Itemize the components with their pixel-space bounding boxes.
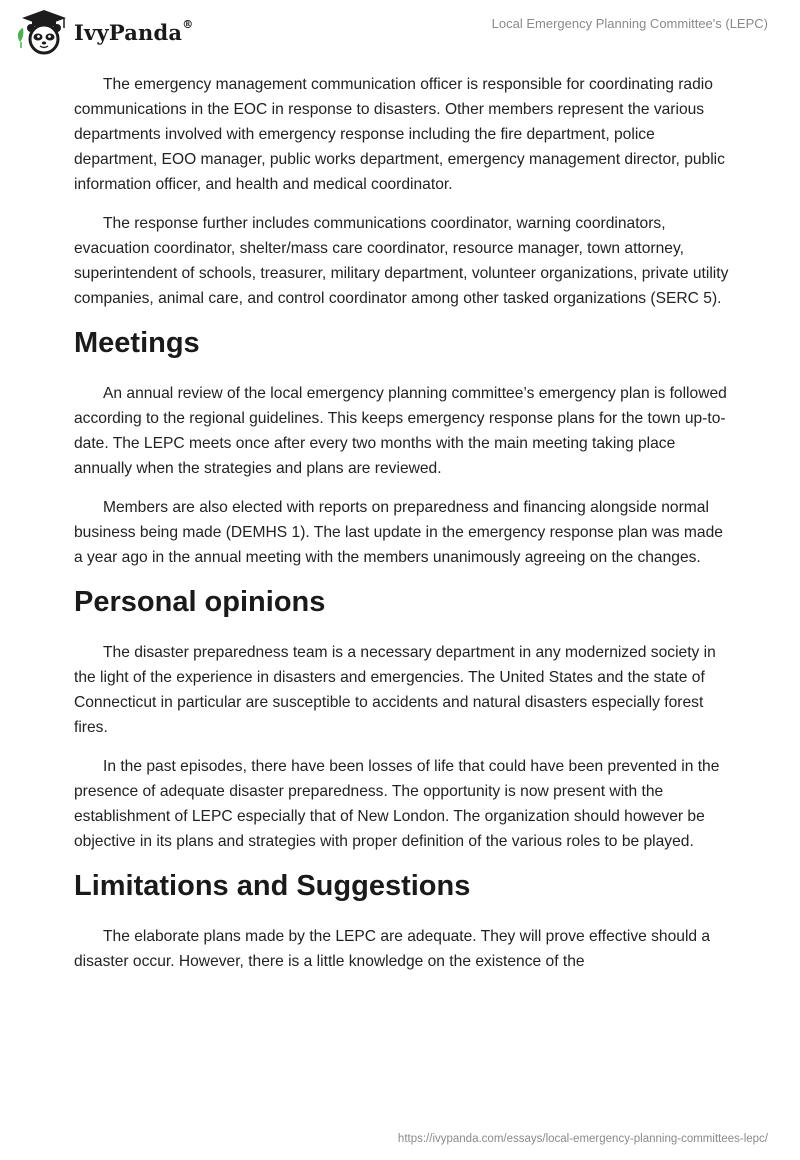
paragraph-response-members: The response further includes communications coordinator, warning coordinators, evacuation coordinator, shelter/mass care coordinator, resource manager, town attorney, superintendent of schools, treasurer, military department, volunteer organizations, private utility companies, animal care, and control coordinator among other tasked organizations (SERC 5). — [74, 215, 729, 307]
panda-logo-icon — [14, 8, 70, 56]
paragraph-members-elected: Members are also elected with reports on preparedness and financing alongside normal business being made (DEMHS 1). The last update in the emergency response plan was made a year ago in the annual meeting with the members unanimously agreeing on the changes. — [74, 499, 723, 566]
heading-meetings: Meetings — [74, 327, 200, 359]
registered-mark: ® — [182, 17, 194, 31]
heading-personal-opinions: Personal opinions — [74, 586, 326, 618]
paragraph-preparedness-team: The disaster preparedness team is a necessary department in any modernized society in the light of the experience in disasters and emergencies. The United States and the state of Connecticut in particular are susceptible to accidents and natural disasters especially forest fires. — [74, 644, 716, 736]
document-title: Local Emergency Planning Committee's (LEPC) — [491, 16, 768, 31]
essay-content — [74, 72, 734, 988]
page-header — [0, 0, 800, 60]
paragraph-past-episodes: In the past episodes, there have been losses of life that could have been prevented in the presence of adequate disaster preparedness. The opportunity is now present with the establishment of LEPC especially that of New London. The organization should however be objective in its plans and strategies with proper definition of the various roles to be played. — [74, 758, 720, 850]
paragraph-communication-officer: The emergency management communication officer is responsible for coordinating radio communications in the EOC in response to disasters. Other members represent the various departments involved with emergency response including the fire department, police department, EOO manager, public works department, emergency management director, public information officer, and health and medical coordinator. — [74, 76, 725, 193]
heading-limitations: Limitations and Suggestions — [74, 870, 471, 902]
paragraph-elaborate-plans: The elaborate plans made by the LEPC are adequate. They will prove effective should a disaster occur. However, there is a little knowledge on the existence of the — [74, 928, 711, 970]
brand-name — [74, 17, 194, 45]
source-url-link[interactable]: https://ivypanda.com/essays/local-emergency-planning-committees-lepc/ — [397, 1133, 768, 1145]
paragraph-annual-review: An annual review of the local emergency planning committee’s emergency plan is followed according to the regional guidelines. This keeps emergency response plans for the town up-to-date. The LEPC meets once after every two months with the main meeting taking place annually when the strategies and plans are reviewed. — [74, 385, 727, 477]
brand-name-text: IvyPanda — [74, 19, 183, 45]
brand-logo[interactable] — [14, 8, 193, 56]
